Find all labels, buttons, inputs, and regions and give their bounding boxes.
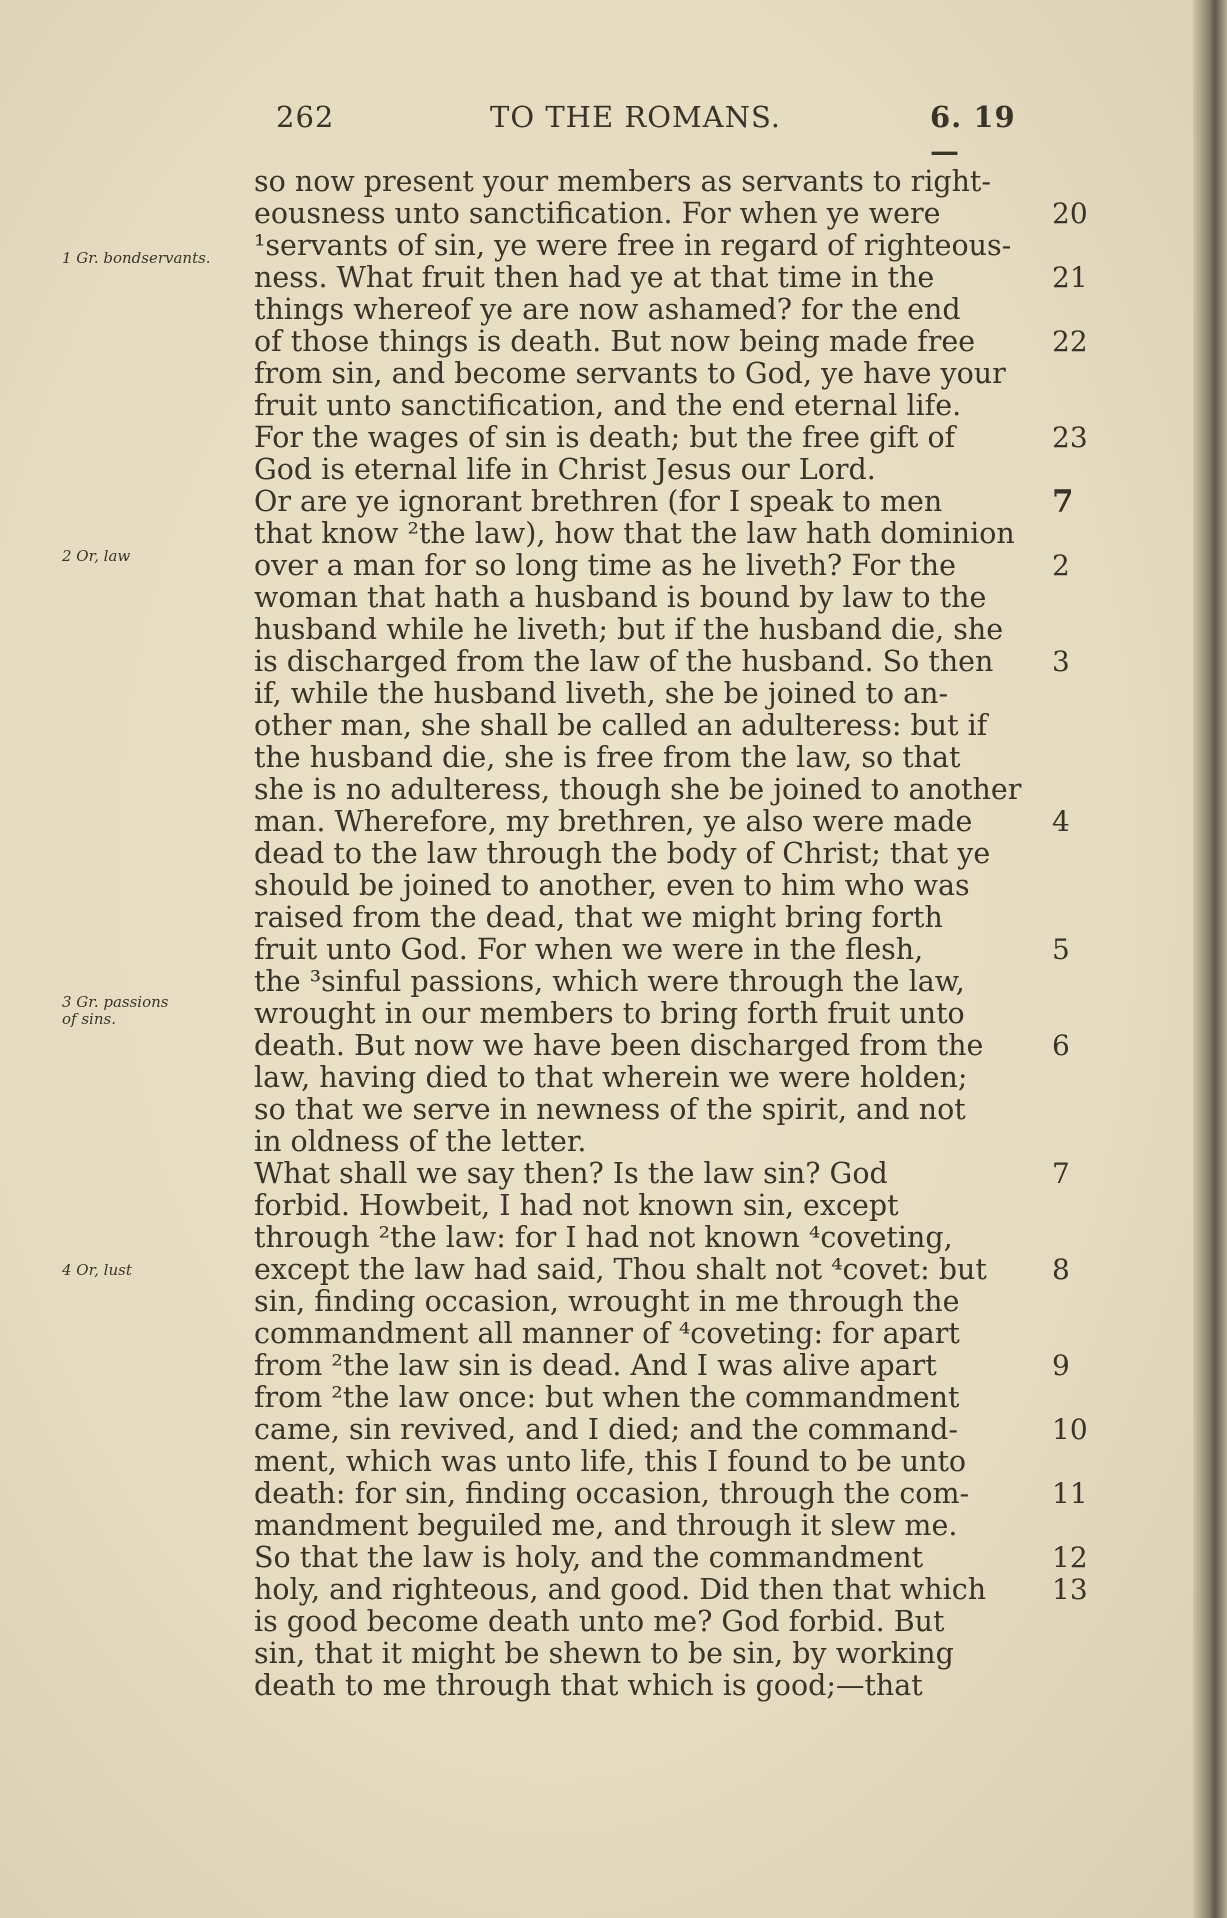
text-line: [254, 1542, 1094, 1574]
text-line: [254, 1158, 1094, 1190]
line-text: eousness unto sanctification. For when ye were: [254, 197, 941, 230]
line-text: death. But now we have been discharged from the: [254, 1029, 984, 1062]
line-text: husband while he liveth; but if the husband die, she: [254, 613, 1004, 646]
line-text: so that we serve in newness of the spirit, and not: [254, 1093, 966, 1126]
text-line: [254, 998, 1094, 1030]
verse-number: 6: [1052, 1029, 1070, 1062]
margin-note: 2 Or, law: [62, 547, 131, 565]
verse-number: 20: [1052, 197, 1088, 230]
text-line: [254, 742, 1094, 774]
line-text: death to me through that which is good;—that: [254, 1669, 923, 1702]
line-text: ment, which was unto life, this I found to be unto: [254, 1445, 967, 1478]
line-text: through ²the law: for I had not known ⁴coveting,: [254, 1221, 953, 1254]
line-text: holy, and righteous, and good. Did then that which: [254, 1573, 987, 1606]
verse-number: 2: [1052, 549, 1070, 582]
line-text: death: for sin, finding occasion, through the com-: [254, 1477, 970, 1510]
verse-number: 23: [1052, 421, 1088, 454]
line-text: from ²the law sin is dead. And I was alive apart: [254, 1349, 937, 1382]
text-line: [254, 1030, 1094, 1062]
verse-number: 13: [1052, 1573, 1088, 1606]
text-line: [254, 422, 1094, 454]
line-text: from ²the law once: but when the commandment: [254, 1381, 960, 1414]
chapter-verse-reference: 6. 19—: [930, 100, 1016, 168]
text-line: [254, 1222, 1094, 1254]
verse-number: 4: [1052, 805, 1070, 838]
text-line: [254, 646, 1094, 678]
text-line: [254, 198, 1094, 230]
text-line: [254, 166, 1094, 198]
line-text: from sin, and become servants to God, ye have your: [254, 357, 1006, 390]
text-line: [254, 838, 1094, 870]
line-text: of those things is death. But now being made free: [254, 325, 976, 358]
text-line: [254, 582, 1094, 614]
text-line: [254, 1606, 1094, 1638]
line-text: except the law had said, Thou shalt not ⁴covet: but: [254, 1253, 987, 1286]
text-line: [254, 774, 1094, 806]
text-line: [254, 358, 1094, 390]
line-text: ness. What fruit then had ye at that time in the: [254, 261, 935, 294]
text-line: [254, 326, 1094, 358]
page-number: 262: [276, 100, 335, 134]
text-line: [254, 1254, 1094, 1286]
text-line: [254, 1510, 1094, 1542]
verse-number: 7: [1052, 1157, 1070, 1190]
text-line: [254, 230, 1094, 262]
text-line: [254, 550, 1094, 582]
verse-number: 11: [1052, 1477, 1088, 1510]
line-text: dead to the law through the body of Christ; that ye: [254, 837, 991, 870]
verse-number: 22: [1052, 325, 1088, 358]
verse-number: 8: [1052, 1253, 1070, 1286]
text-line: [254, 1382, 1094, 1414]
line-text: the ³sinful passions, which were through the law,: [254, 965, 965, 998]
line-text: over a man for so long time as he liveth? For the: [254, 549, 957, 582]
chapter-number: 7: [1052, 484, 1074, 520]
text-line: [254, 262, 1094, 294]
margin-note: 3 Gr. passions of sins.: [62, 993, 169, 1028]
line-text: is good become death unto me? God forbid. But: [254, 1605, 945, 1638]
line-text: sin, finding occasion, wrought in me through the: [254, 1285, 960, 1318]
margin-note: 4 Or, lust: [62, 1261, 132, 1279]
text-line: [254, 614, 1094, 646]
line-text: fruit unto sanctification, and the end eternal life.: [254, 389, 962, 422]
line-text: she is no adulteress, though she be joined to another: [254, 773, 1022, 806]
text-line: [254, 518, 1094, 550]
line-text: man. Wherefore, my brethren, ye also were made: [254, 805, 973, 838]
text-line: [254, 1446, 1094, 1478]
text-line: [254, 1670, 1094, 1702]
book-gutter: [1193, 0, 1227, 1918]
text-line: [254, 486, 1094, 518]
verse-number: 12: [1052, 1541, 1088, 1574]
line-text: if, while the husband liveth, she be joined to an-: [254, 677, 949, 710]
line-text: ¹servants of sin, ye were free in regard of righteous-: [254, 229, 1012, 262]
text-line: [254, 1286, 1094, 1318]
text-line: [254, 1126, 1094, 1158]
verse-number: 21: [1052, 261, 1088, 294]
text-line: [254, 934, 1094, 966]
text-line: [254, 1062, 1094, 1094]
text-line: [254, 1414, 1094, 1446]
line-text: For the wages of sin is death; but the free gift of: [254, 421, 956, 454]
line-text: fruit unto God. For when we were in the flesh,: [254, 933, 924, 966]
line-text: mandment beguiled me, and through it slew me.: [254, 1509, 958, 1542]
verse-number: 3: [1052, 645, 1070, 678]
text-line: [254, 870, 1094, 902]
text-line: [254, 1478, 1094, 1510]
text-line: [254, 1318, 1094, 1350]
line-text: commandment all manner of ⁴coveting: for apart: [254, 1317, 960, 1350]
text-line: [254, 678, 1094, 710]
text-line: [254, 902, 1094, 934]
line-text: law, having died to that wherein we were holden;: [254, 1061, 968, 1094]
running-title: TO THE ROMANS.: [490, 100, 782, 134]
line-text: What shall we say then? Is the law sin? God: [254, 1157, 888, 1190]
text-line: [254, 806, 1094, 838]
line-text: things whereof ye are now ashamed? for the end: [254, 293, 961, 326]
line-text: sin, that it might be shewn to be sin, by working: [254, 1637, 954, 1670]
line-text: should be joined to another, even to him who was: [254, 869, 970, 902]
text-line: [254, 1190, 1094, 1222]
line-text: the husband die, she is free from the law, so that: [254, 741, 961, 774]
line-text: So that the law is holy, and the commandment: [254, 1541, 924, 1574]
page-header: [250, 100, 1040, 168]
text-line: [254, 966, 1094, 998]
line-text: God is eternal life in Christ Jesus our Lord.: [254, 453, 876, 486]
verse-number: 10: [1052, 1413, 1088, 1446]
text-line: [254, 710, 1094, 742]
verse-number: 5: [1052, 933, 1070, 966]
line-text: came, sin revived, and I died; and the command-: [254, 1413, 959, 1446]
text-line: [254, 1094, 1094, 1126]
line-text: woman that hath a husband is bound by law to the: [254, 581, 987, 614]
line-text: in oldness of the letter.: [254, 1125, 587, 1158]
line-text: is discharged from the law of the husband. So then: [254, 645, 994, 678]
margin-note: 1 Gr. bondservants.: [62, 249, 211, 267]
line-text: so now present your members as servants to right-: [254, 165, 992, 198]
line-text: other man, she shall be called an adulteress: but if: [254, 709, 988, 742]
text-line: [254, 1350, 1094, 1382]
verse-number: 9: [1052, 1349, 1070, 1382]
text-line: [254, 1638, 1094, 1670]
text-line: [254, 454, 1094, 486]
text-line: [254, 294, 1094, 326]
text-line: [254, 390, 1094, 422]
line-text: Or are ye ignorant brethren (for I speak to men: [254, 485, 943, 518]
body-text: [254, 166, 1094, 1702]
line-text: wrought in our members to bring forth fruit unto: [254, 997, 965, 1030]
line-text: that know ²the law), how that the law hath dominion: [254, 517, 1015, 550]
line-text: raised from the dead, that we might bring forth: [254, 901, 943, 934]
text-line: [254, 1574, 1094, 1606]
line-text: forbid. Howbeit, I had not known sin, except: [254, 1189, 899, 1222]
